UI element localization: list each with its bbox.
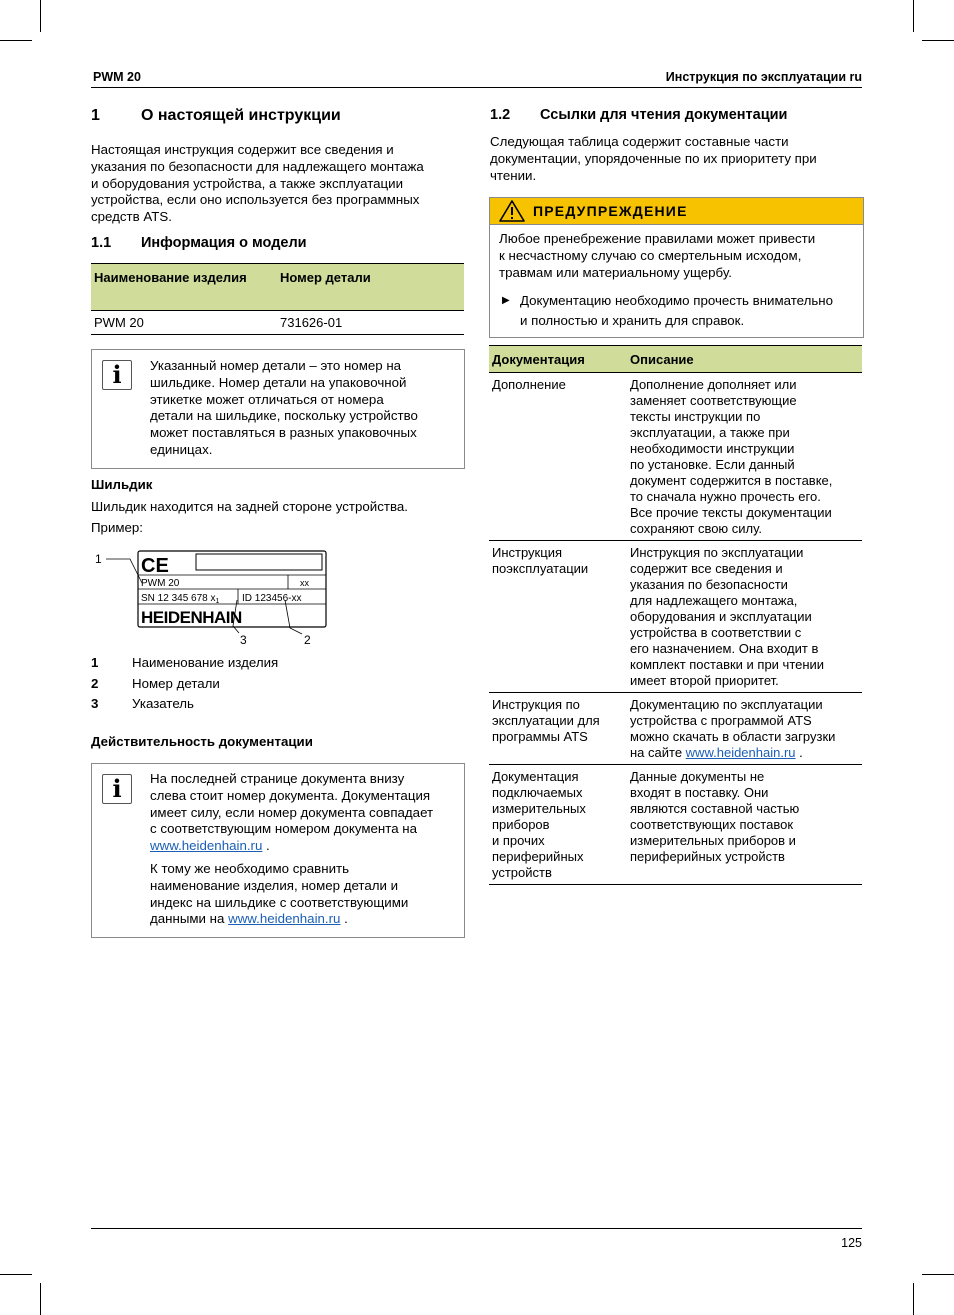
validity-heading: Действительность документации bbox=[91, 734, 313, 749]
nameplate-text: Шильдик находится на задней стороне устройства. bbox=[91, 499, 408, 514]
table-cell: Документация подключаемых измерительных приборов и прочих периферийных устройств bbox=[489, 765, 627, 885]
crop-mark bbox=[922, 1274, 954, 1275]
table-header: Номер детали bbox=[277, 264, 464, 311]
validity-heading-wrap bbox=[91, 734, 464, 749]
table-header: Наименование изделия bbox=[91, 264, 277, 311]
table-cell: Дополнение дополняет или заменяет соответствующие тексты инструкции по эксплуатации, а также при необходимости инструкции по установке. Если данный документ содержится в поставке, то сначала нужно прочесть его. Все прочие тексты документации сохраняют свою силу. bbox=[627, 373, 862, 541]
table-cell: Инструкция по эксплуатации содержит все сведения и указания по безопасности для надлежащего монтажа, оборудования и эксплуатации устройства в соответствии с его назначением. Она входит в комплект поставки и при чтении имеет второй приоритет. bbox=[627, 541, 862, 693]
callout-1: 1 bbox=[95, 552, 102, 566]
callout-3: 3 bbox=[240, 633, 247, 647]
nameplate-product-name: PWM 20 bbox=[141, 578, 180, 589]
warning-bar bbox=[490, 198, 863, 225]
table-cell: PWM 20 bbox=[91, 311, 277, 335]
info-note-text: На последней странице документа внизу слева стоит номер документа. Документация имеет силу, если номер документа совпадает с соответствующим номером документа на www.heidenhain.ru . bbox=[150, 771, 434, 854]
info-note-text: К тому же необходимо сравнить наименование изделия, номер детали и индекс на шильдике с соответствующими данными на www.heidenhain.ru . bbox=[150, 861, 409, 927]
table-header: Документация bbox=[489, 346, 627, 373]
nameplate-figure bbox=[92, 548, 332, 648]
warning-label: ПРЕДУПРЕЖДЕНИЕ bbox=[533, 203, 688, 219]
table-header-row bbox=[91, 264, 464, 311]
crop-mark bbox=[40, 1283, 41, 1315]
table-row bbox=[91, 311, 464, 335]
section-1-heading: 1 О настоящей инструкции bbox=[91, 107, 341, 124]
info-note-validity bbox=[91, 763, 465, 938]
callout-2: 2 bbox=[304, 633, 311, 647]
section-1-intro: Настоящая инструкция содержит все сведения и указания по безопасности для надлежащего монтажа и оборудования устройства, а также эксплуатации устройства, если оно используется без программных средств ATS. bbox=[91, 142, 424, 225]
table-row bbox=[489, 373, 862, 541]
nameplate-example: Пример: bbox=[91, 519, 144, 535]
crop-mark bbox=[0, 1274, 32, 1275]
crop-mark bbox=[0, 40, 32, 41]
info-icon: i bbox=[102, 360, 132, 390]
heidenhain-link[interactable]: www.heidenhain.ru bbox=[228, 911, 341, 927]
header-product: PWM 20 bbox=[93, 70, 141, 84]
table-row bbox=[489, 693, 862, 765]
crop-mark bbox=[40, 0, 41, 32]
table-cell: Дополнение bbox=[489, 373, 627, 541]
section-1-2-intro: Следующая таблица содержит составные части документации, упорядоченные по их приоритету при чтении. bbox=[490, 134, 817, 183]
table-header: Описание bbox=[627, 346, 862, 373]
nameplate-index: xx bbox=[300, 578, 309, 588]
table-cell: 731626-01 bbox=[277, 311, 464, 335]
nameplate-id: ID 123456-xx bbox=[242, 593, 302, 604]
section-1-1-heading: 1.1 Информация о модели bbox=[91, 235, 307, 251]
table-cell: Инструкция по эксплуатации для программы ATS bbox=[489, 693, 627, 765]
table-header-row bbox=[489, 346, 862, 373]
warning-text: Любое пренебрежение правилами может привести к несчастному случаю со смертельным исходом, травмам или материальному ущербу. bbox=[499, 231, 816, 280]
heidenhain-link[interactable]: www.heidenhain.ru bbox=[150, 838, 263, 854]
crop-mark bbox=[922, 40, 954, 41]
table-row bbox=[489, 541, 862, 693]
left-column bbox=[91, 107, 464, 125]
ce-mark: CE bbox=[141, 555, 169, 577]
section-1-2-heading: 1.2 Ссылки для чтения документации bbox=[490, 107, 788, 123]
crop-mark bbox=[913, 0, 914, 32]
nameplate-heading: Шильдик bbox=[91, 477, 153, 492]
triangle-bullet-icon: ▶ bbox=[502, 295, 510, 306]
documentation-table bbox=[489, 345, 862, 885]
model-info-table bbox=[91, 263, 464, 335]
warning-triangle-icon bbox=[499, 200, 525, 222]
nameplate-serial: SN 12 345 678 $x_1$ bbox=[141, 593, 220, 605]
info-note-part-number bbox=[91, 349, 465, 469]
info-icon: i bbox=[102, 774, 132, 804]
info-note-text: Указанный номер детали – это номер на шильдике. Номер детали на упаковочной этикетке может отличаться от номера детали на шильдике, поскольку устройство может поставляться в разных упаковочных единицах. bbox=[150, 358, 418, 457]
nameplate-section bbox=[91, 477, 464, 537]
heidenhain-link[interactable]: www.heidenhain.ru bbox=[685, 745, 796, 760]
table-cell: Документацию по эксплуатации устройства с программой ATS можно скачать в области загрузки на сайте www.heidenhain.ru . bbox=[627, 693, 862, 765]
page-footer bbox=[91, 1228, 862, 1250]
heidenhain-logo: HEIDENHAIN bbox=[141, 608, 242, 627]
warning-box: ПРЕДУПРЕЖДЕНИЕ Любое пренебрежение правилами может привести к несчастному случаю со смертельным исходом, травмам или материальному ущербу. ▶ Документацию необходимо прочесть внимательно и полностью и хранить для справок. bbox=[489, 197, 864, 338]
table-cell: Инструкция поэксплуатации bbox=[489, 541, 627, 693]
table-row bbox=[489, 765, 862, 885]
page-number: 125 bbox=[841, 1236, 862, 1250]
header-title: Инструкция по эксплуатации ru bbox=[665, 70, 862, 84]
page-header bbox=[91, 69, 862, 88]
table-cell: Данные документы не входят в поставку. Они являются составной частью соответствующих поставок измерительных приборов и периферийных устройств bbox=[627, 765, 862, 885]
crop-mark bbox=[913, 1283, 914, 1315]
